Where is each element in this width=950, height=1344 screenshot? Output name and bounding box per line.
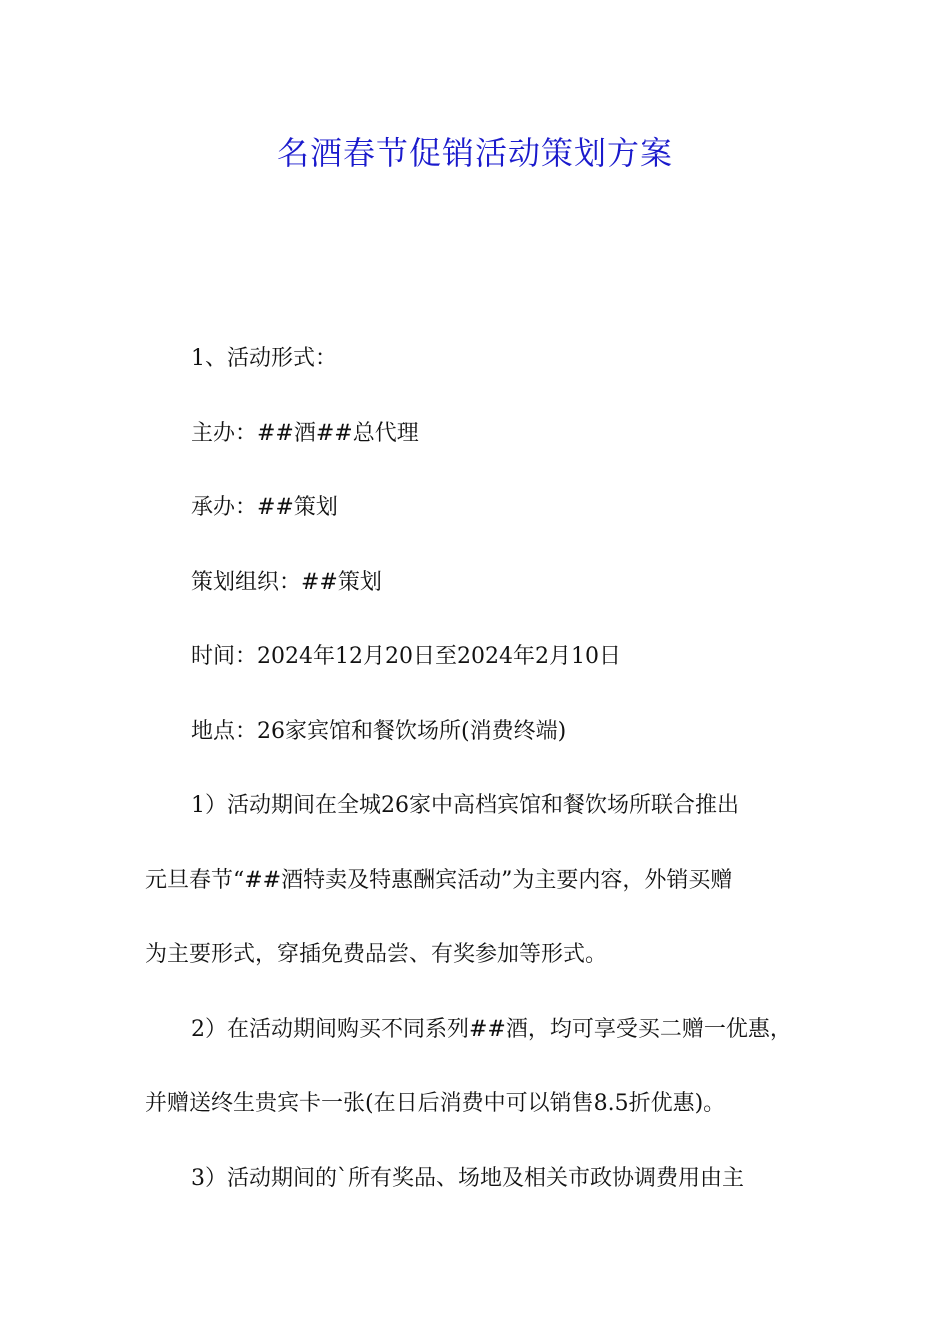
paragraph-2 (145, 1011, 810, 1124)
time-line: 时间：2024年12月20日至2024年2月10日 (191, 644, 621, 669)
paragraph-3 (145, 1160, 810, 1198)
paragraph-line: 并赠送终生贵宾卡一张(在日后消费中可以销售8.5折优惠)。 (145, 1091, 726, 1116)
document-title: 名酒春节促销活动策划方案 (276, 134, 673, 172)
paragraph-line: 元旦春节“##酒特卖及特惠酬宾活动”为主要内容，外销买赠 (145, 867, 733, 893)
location-line: 地点：26家宾馆和餐饮场所(消费终端) (191, 718, 567, 744)
organizer-line: 主办：##酒##总代理 (191, 420, 419, 446)
planning-org-line: 策划组织：##策划 (191, 569, 382, 595)
section-heading-activity-form: 1、活动形式： (191, 346, 337, 371)
document-body (145, 340, 810, 1234)
paragraph-1 (145, 787, 810, 974)
paragraph-line: 为主要形式，穿插免费品尝、有奖参加等形式。 (145, 942, 608, 967)
undertaker-line: 承办：##策划 (191, 495, 338, 520)
paragraph-line: 2）在活动期间购买不同系列##酒，均可享受买二赠一优惠， (191, 1016, 792, 1042)
paragraph-line: 1）活动期间在全城26家中高档宾馆和餐饮场所联合推出 (191, 793, 739, 818)
paragraph-line: 3）活动期间的`所有奖品、场地及相关市政协调费用由主 (191, 1165, 744, 1191)
